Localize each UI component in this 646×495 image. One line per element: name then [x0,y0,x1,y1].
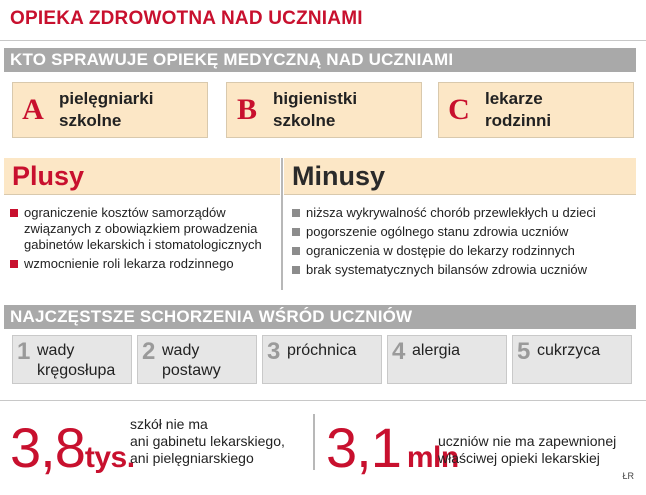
illness-rank: 3 [267,338,281,365]
illness-label: wady kręgosłupa [37,342,116,379]
infographic-title: OPIEKA ZDROWOTNA NAD UCZNIAMI [10,8,363,29]
illness-label: alergia [412,342,461,359]
illness-rank: 4 [392,338,406,365]
minusy-item: niższa wykrywalność chorób przewlekłych u dzieci [290,205,636,221]
illness-tile-3 [262,335,382,384]
illness-tile-2 [137,335,257,384]
minusy-header [284,158,636,195]
minusy-item: ograniczenia w dostępie do lekarzy rodzinnych [290,243,636,259]
stat-schools-value: 3,8 [10,416,85,479]
stat-schools-caption: szkół nie ma ani gabinetu lekarskiego, ani pielęgniarskiego [130,416,285,466]
minusy-item: brak systematycznych bilansów zdrowia uczniów [290,262,636,278]
providers-section-heading: KTO SPRAWUJE OPIEKĘ MEDYCZNĄ NAD UCZNIAMI [4,48,636,72]
illness-rank: 5 [517,338,531,365]
provider-card-c [438,82,634,138]
bullet-square-icon [292,247,300,255]
plusy-heading: Plusy [12,161,85,191]
stat-students-unit: mln [406,441,459,474]
illness-label: wady postawy [162,342,221,379]
provider-label: lekarze rodzinni [485,89,552,130]
bullet-square-icon [10,209,18,217]
provider-letter: C [448,93,470,126]
plus-minus-divider [281,158,283,290]
plusy-list [8,205,280,275]
illness-tile-4 [387,335,507,384]
provider-card-b [226,82,422,138]
bullet-square-icon [292,266,300,274]
provider-letter: A [22,93,44,126]
minusy-heading: Minusy [292,161,386,191]
stat-schools-unit: tys. [84,441,135,474]
provider-label: pielęgniarki szkolne [59,89,154,130]
plusy-item: wzmocnienie roli lekarza rodzinnego [8,256,280,272]
bullet-square-icon [10,260,18,268]
illness-rank: 1 [17,338,31,365]
title-divider [0,40,646,41]
provider-letter: B [236,93,257,126]
plusy-header [4,158,280,195]
bullet-square-icon [292,228,300,236]
plusy-item: ograniczenie kosztów samorządów związanych z obowiązkiem prowadzenia gabinetów lekarskich i stomatologicznych [8,205,280,253]
illness-tile-5 [512,335,632,384]
illness-label: cukrzyca [537,342,601,359]
provider-card-a [12,82,208,138]
stat-students-caption: uczniów nie ma zapewnionej właściwej opieki lekarskiej [438,433,617,466]
illness-label: próchnica [287,342,357,359]
provider-label: higienistki szkolne [273,89,358,130]
bullet-square-icon [292,209,300,217]
illness-tile-1 [12,335,132,384]
minusy-item: pogorszenie ogólnego stanu zdrowia uczniów [290,224,636,240]
stat-schools [10,416,135,479]
author-credit: ŁR [622,471,634,481]
stats-separator [313,414,315,470]
minusy-list [290,205,636,281]
illness-rank: 2 [142,338,156,365]
stats-divider [0,400,646,401]
stat-students-value: 3,1 [326,416,401,479]
illnesses-section-heading: NAJCZĘSTSZE SCHORZENIA WŚRÓD UCZNIÓW [4,305,636,329]
